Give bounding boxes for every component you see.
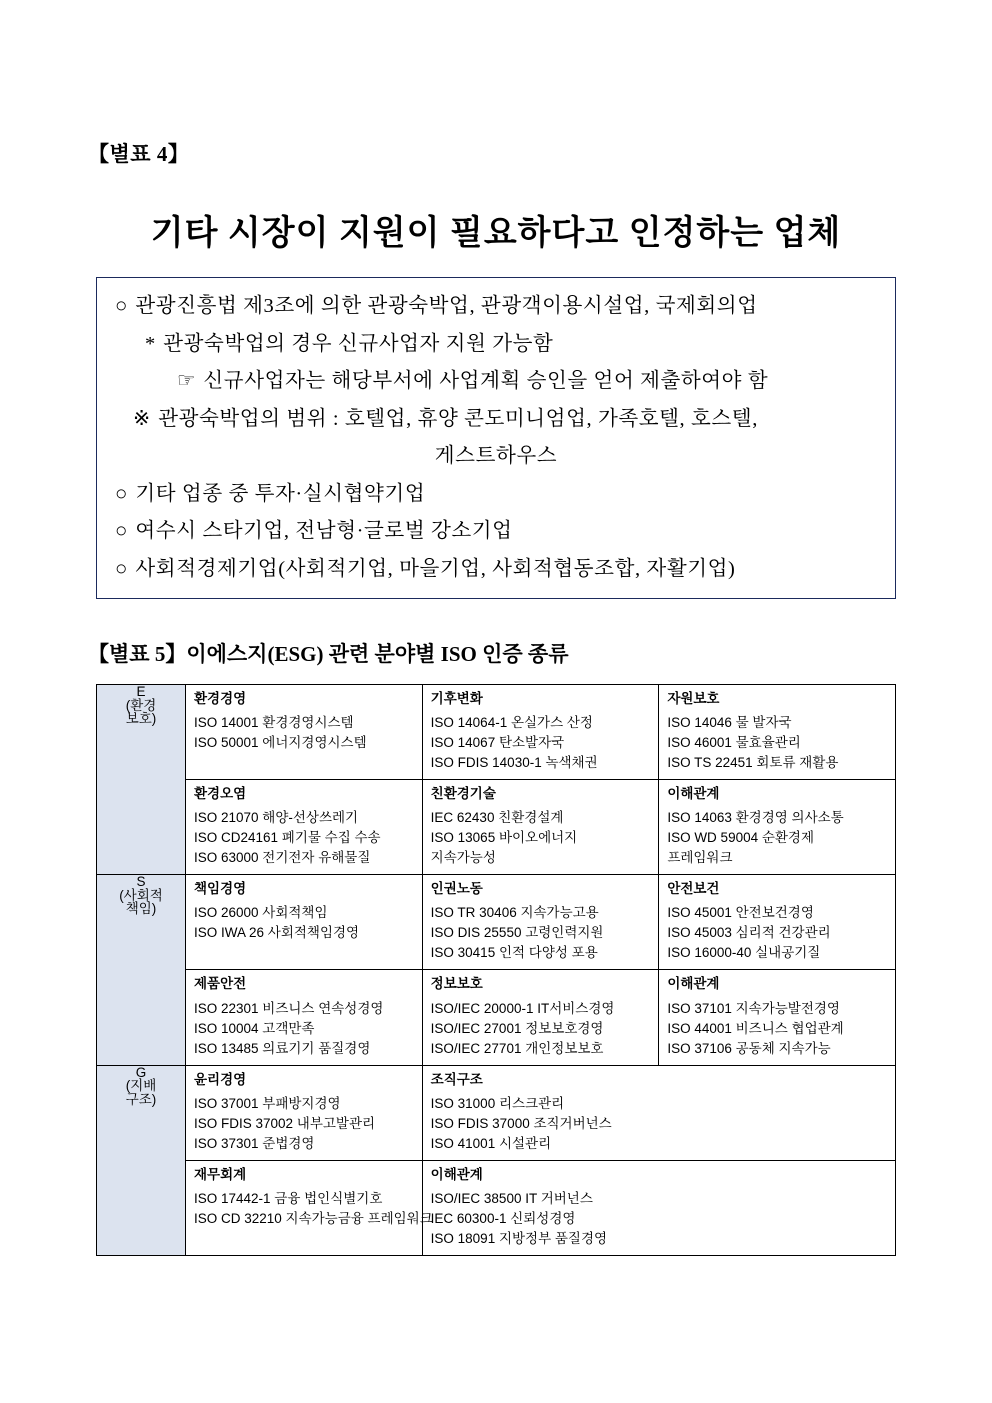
- bullet-circle-icon: ○: [115, 482, 128, 505]
- table5-heading: [88, 638, 569, 668]
- iso-item: ISO TR 30406 지속가능고용: [430, 905, 599, 921]
- esg-iso-table: [96, 684, 896, 1256]
- iso-item: ISO CD24161 폐기물 수집 수송: [194, 830, 381, 846]
- iso-item: ISO/IEC 38500 IT 거버넌스: [430, 1190, 593, 1206]
- table4-label: 【별표 4】: [88, 142, 190, 166]
- group-header: 재무회계: [194, 1166, 247, 1182]
- bullet-circle-icon: ○: [115, 520, 128, 542]
- iso-item: ISO 16000-40 실내공기질: [667, 945, 821, 961]
- group-header: 환경오염: [194, 786, 247, 802]
- iso-group-cell: [659, 970, 896, 1065]
- iso-item: ISO FDIS 37002 내부고발관리: [194, 1115, 376, 1131]
- group-header: 윤리경영: [194, 1071, 247, 1087]
- iso-item: ISO 21070 해양-선상쓰레기: [194, 810, 359, 826]
- iso-item: ISO/IEC 27001 정보보호경영: [430, 1020, 604, 1036]
- iso-item: ISO 13065 바이오에너지: [430, 830, 578, 846]
- category-letter: S: [136, 874, 146, 890]
- table4-line: [111, 401, 881, 439]
- iso-item: ISO 31000 리스크관리: [430, 1095, 565, 1111]
- table4-line-text: 기타 업종 중 투자·실시협약기업: [135, 482, 426, 505]
- group-header: 인권노동: [430, 881, 483, 897]
- pointing-hand-icon: ☞: [177, 370, 196, 392]
- iso-item: 지속가능성: [430, 850, 496, 866]
- iso-group-cell: [659, 780, 896, 875]
- iso-item: ISO CD 32210 지속가능금융 프레임워크: [194, 1210, 433, 1226]
- iso-item: ISO 17442-1 금융 법인식별기호: [194, 1190, 383, 1206]
- iso-group-cell: [659, 875, 896, 970]
- category-desc-line2: 책임): [125, 901, 157, 917]
- iso-group-cell: [422, 970, 659, 1065]
- category-cell-g: [97, 1065, 186, 1255]
- category-desc-line2: 구조): [125, 1091, 157, 1107]
- iso-group-cell: [186, 780, 423, 875]
- table-row: [97, 1065, 896, 1160]
- table-row: [97, 1160, 896, 1255]
- iso-item: ISO 50001 에너지경영시스템: [194, 735, 367, 751]
- iso-item: IEC 60300-1 신뢰성경영: [430, 1210, 576, 1226]
- iso-item: ISO IWA 26 사회적책임경영: [194, 925, 360, 941]
- group-header: 정보보호: [430, 976, 483, 992]
- iso-item: ISO 37106 공동체 지속가능: [667, 1040, 831, 1056]
- iso-item: ISO 45003 심리적 건강관리: [667, 925, 831, 941]
- iso-item: ISO 14063 환경경영 의사소통: [667, 810, 844, 826]
- table4-line-text: 관광진흥법 제3조에 의한 관광숙박업, 관광객이용시설업, 국제회의업: [135, 295, 758, 317]
- group-header: 환경경영: [194, 691, 247, 706]
- table-row: [97, 875, 896, 970]
- iso-group-cell: [422, 1065, 895, 1160]
- iso-group-cell: [422, 1160, 895, 1255]
- iso-group-cell: [659, 685, 896, 780]
- group-header: 친환경기술: [430, 786, 496, 802]
- iso-item: ISO 37301 준법경영: [194, 1135, 315, 1151]
- iso-group-cell: [186, 1160, 433, 1255]
- table4-line-text: 관광숙박업의 경우 신규사업자 지원 가능함: [163, 332, 554, 355]
- table4-line-text: 여수시 스타기업, 전남형·글로벌 강소기업: [135, 520, 513, 542]
- table4-line-text: 게스트하우스: [434, 445, 558, 467]
- bullet-asterisk-icon: *: [145, 332, 156, 355]
- iso-item: ISO 14046 물 발자국: [667, 715, 792, 731]
- iso-item: ISO 14064-1 온실가스 산정: [430, 715, 593, 731]
- iso-item: ISO 45001 안전보건경영: [667, 905, 814, 921]
- iso-group-cell: [422, 875, 659, 970]
- table4-line: [111, 326, 881, 364]
- iso-item: ISO 37101 지속가능발전경영: [667, 1000, 840, 1016]
- table4-line: [111, 288, 881, 326]
- category-desc-line1: (지배: [125, 1078, 157, 1093]
- iso-group-cell: [186, 875, 423, 970]
- iso-item: ISO 41001 시설관리: [430, 1135, 552, 1151]
- table4-line: [111, 476, 881, 514]
- group-header: 이해관계: [667, 976, 720, 992]
- category-desc-line1: (사회적: [119, 887, 163, 903]
- iso-group-cell: [422, 780, 659, 875]
- iso-item: ISO/IEC 20000-1 IT서비스경영: [430, 1000, 615, 1016]
- group-header: 제품안전: [194, 976, 247, 992]
- table-row: [97, 685, 896, 780]
- iso-item: IEC 62430 친환경설계: [430, 810, 564, 826]
- reference-mark-icon: ※: [133, 407, 151, 430]
- iso-item: ISO WD 59004 순환경제: [667, 830, 815, 846]
- iso-item: ISO 22301 비즈니스 연속성경영: [194, 1000, 384, 1016]
- iso-item: ISO 30415 인적 다양성 포용: [430, 945, 598, 961]
- table4-line-text: 사회적경제기업(사회적기업, 마을기업, 사회적협동조합, 자활기업): [135, 557, 736, 580]
- iso-item: ISO 37001 부패방지경영: [194, 1095, 341, 1111]
- iso-item: ISO FDIS 37000 조직거버넌스: [430, 1115, 612, 1131]
- table4-line-text: 신규사업자는 해당부서에 사업계획 승인을 얻어 제출하여야 함: [203, 370, 769, 392]
- group-header: 안전보건: [667, 881, 720, 897]
- iso-item: ISO 46001 물효율관리: [667, 735, 801, 751]
- table4-box: [96, 277, 896, 599]
- bullet-circle-icon: ○: [115, 557, 128, 580]
- iso-group-cell: [186, 970, 423, 1065]
- iso-group-cell: [422, 685, 659, 780]
- group-header: 이해관계: [430, 1166, 483, 1182]
- table4-line-continuation: [111, 438, 881, 476]
- table4-line: [111, 513, 881, 551]
- group-header: 조직구조: [430, 1071, 483, 1087]
- iso-item: ISO/IEC 27701 개인정보보호: [430, 1040, 604, 1056]
- iso-item: ISO 14067 탄소발자국: [430, 735, 565, 751]
- iso-item: ISO 44001 비즈니스 협업관계: [667, 1020, 844, 1036]
- iso-item: 프레임워크: [667, 850, 733, 866]
- category-desc-line2: 보호): [125, 711, 157, 726]
- group-header: 자원보호: [667, 691, 720, 706]
- iso-item: ISO 18091 지방정부 품질경영: [430, 1230, 608, 1246]
- table5-label: 【별표 5】: [88, 642, 187, 666]
- iso-item: ISO 26000 사회적책임: [194, 905, 328, 921]
- iso-item: ISO 63000 전기전자 유해물질: [194, 850, 371, 866]
- iso-item: ISO 14001 환경경영시스템: [194, 715, 354, 731]
- category-letter: G: [135, 1064, 147, 1080]
- iso-item: ISO DIS 25550 고령인력지원: [430, 925, 604, 941]
- category-cell-e: [97, 685, 186, 875]
- table4-line-text: 관광숙박업의 범위 : 호텔업, 휴양 콘도미니엄업, 가족호텔, 호스텔,: [158, 407, 758, 430]
- group-header: 이해관계: [667, 786, 720, 802]
- table4-line: [111, 551, 881, 589]
- category-desc-line1: (환경: [125, 697, 157, 713]
- group-header: 기후변화: [430, 691, 483, 706]
- table-row: [97, 780, 896, 875]
- table5-title: 이에스지(ESG) 관련 분야별 ISO 인증 종류: [186, 642, 569, 666]
- table-row: [97, 970, 896, 1065]
- iso-item: ISO TS 22451 회토류 재활용: [667, 755, 839, 771]
- iso-item: ISO 13485 의료기기 품질경영: [194, 1040, 371, 1056]
- bullet-circle-icon: ○: [115, 295, 128, 317]
- group-header: 책임경영: [194, 881, 247, 897]
- page-title: 기타 시장이 지원이 필요하다고 인정하는 업체: [150, 215, 842, 252]
- iso-group-cell: [186, 685, 423, 780]
- iso-item: ISO FDIS 14030-1 녹색채권: [430, 755, 598, 771]
- category-letter: E: [136, 684, 146, 699]
- iso-group-cell: [186, 1065, 423, 1160]
- iso-item: ISO 10004 고객만족: [194, 1020, 315, 1036]
- table4-line: [111, 363, 881, 401]
- category-cell-s: [97, 875, 186, 1065]
